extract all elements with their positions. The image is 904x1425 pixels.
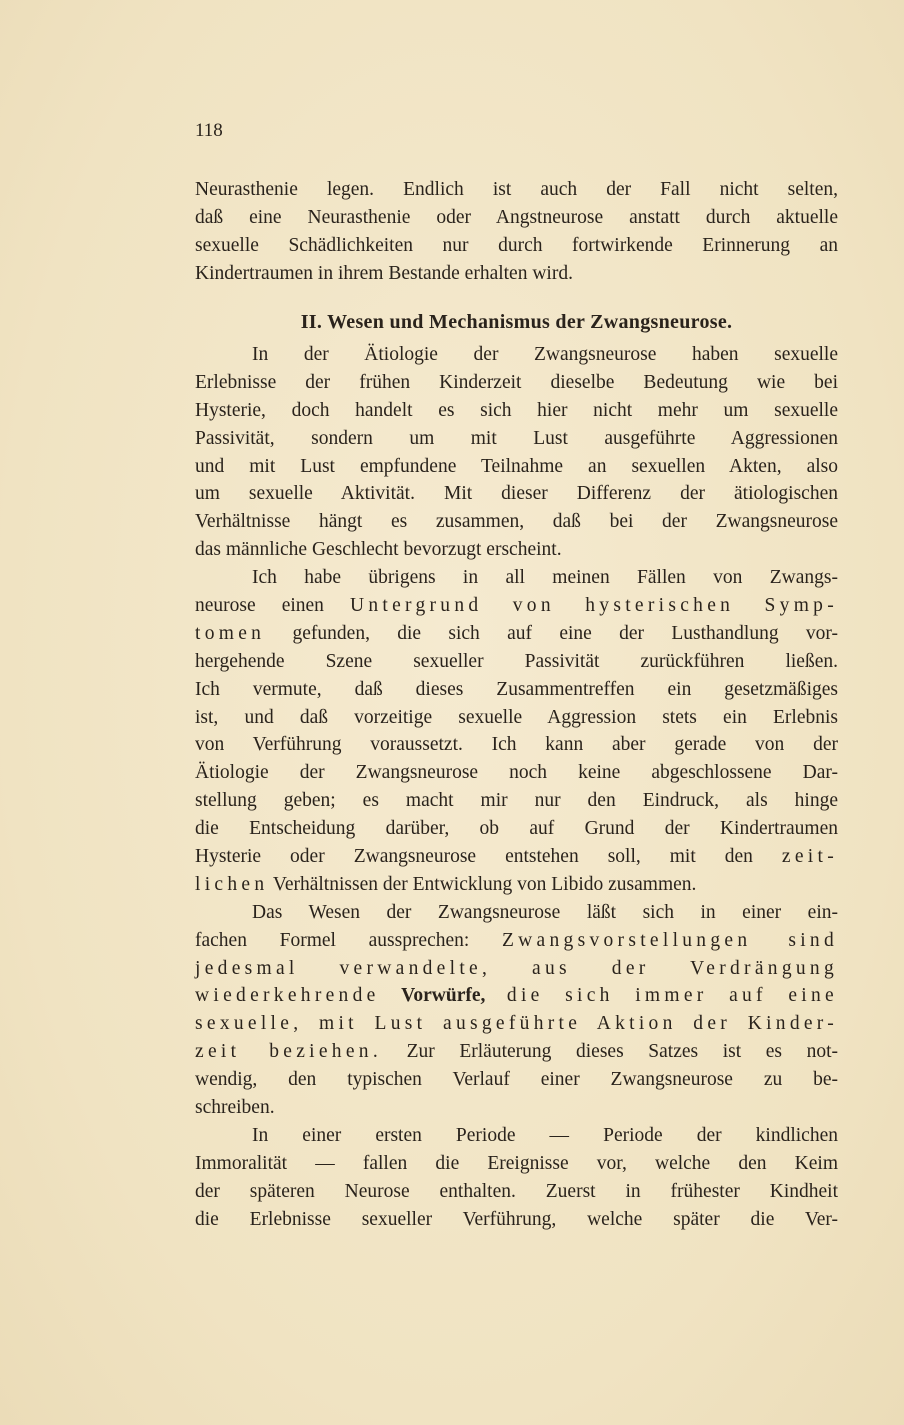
text-line xyxy=(195,1010,838,1038)
text-line xyxy=(195,508,838,536)
text-span: Ich vermute, daß dieses Zusammentreffen ein gesetzmäßiges xyxy=(195,678,838,700)
text-line xyxy=(195,1150,838,1178)
text-span: Zur Erläuterung dieses Satzes ist es not- xyxy=(381,1041,838,1063)
text-line xyxy=(195,620,838,648)
text-line xyxy=(195,397,838,425)
text-line xyxy=(195,759,838,787)
text-span: In einer ersten Periode — Periode der kindlichen xyxy=(252,1124,838,1146)
text-line xyxy=(195,480,838,508)
text-line xyxy=(195,425,838,453)
text-line xyxy=(195,260,838,288)
spaced-text: Zwangsvorstellungen sind xyxy=(501,929,838,951)
text-span: der späteren Neurose enthalten. Zuerst in frühester Kindheit xyxy=(195,1180,838,1202)
text-span: Verhältnisse hängt es zusammen, daß bei der Zwangsneurose xyxy=(195,511,838,533)
section-body xyxy=(195,341,838,1234)
text-span: Kindertraumen in ihrem Bestande erhalten wird. xyxy=(195,262,573,284)
text-span: und mit Lust empfundene Teilnahme an sexuellen Akten, also xyxy=(195,455,838,477)
spaced-text: wiederkehrende xyxy=(195,985,402,1007)
text-span: Immoralität — fallen die Ereignisse vor, welche den Keim xyxy=(195,1152,838,1174)
text-line xyxy=(195,592,838,620)
text-line xyxy=(195,1122,838,1150)
text-span: fachen Formel aussprechen: xyxy=(195,929,502,951)
text-span: um sexuelle Aktivität. Mit dieser Differenz der ätiologischen xyxy=(195,483,838,505)
text-line xyxy=(195,536,838,564)
text-line xyxy=(195,1066,838,1094)
text-line xyxy=(195,982,838,1010)
text-span: gefunden, die sich auf eine der Lusthandlung vor- xyxy=(265,622,838,644)
text-span: schreiben. xyxy=(195,1097,275,1119)
text-line xyxy=(195,1094,838,1122)
text-span: Ätiologie der Zwangsneurose noch keine abgeschlossene Dar- xyxy=(195,762,838,784)
text-line xyxy=(195,927,838,955)
spaced-text: tomen xyxy=(195,622,266,644)
text-span: hergehende Szene sexueller Passivität zurückführen ließen. xyxy=(195,650,838,672)
text-span: sexuelle Schädlichkeiten nur durch fortwirkende Erinnerung an xyxy=(195,234,838,256)
text-span: In der Ätiologie der Zwangsneurose haben sexuelle xyxy=(252,344,838,365)
page-number: 118 xyxy=(195,120,223,141)
spaced-text: die sich immer auf eine xyxy=(485,985,838,1007)
text-line xyxy=(195,899,838,927)
spaced-text: jedesmal verwandelte, aus der Verdrängung xyxy=(195,957,838,979)
text-line xyxy=(195,1206,838,1234)
spaced-text: lichen xyxy=(195,873,269,895)
text-line xyxy=(195,564,838,592)
text-line xyxy=(195,676,838,704)
text-span: Neurasthenie legen. Endlich ist auch der Fall nicht selten, xyxy=(195,179,838,200)
text-span: von Verführung voraussetzt. Ich kann aber gerade von der xyxy=(195,734,838,756)
text-line xyxy=(195,341,838,369)
text-line xyxy=(195,204,838,232)
text-line xyxy=(195,843,838,871)
text-span: neurose einen xyxy=(195,595,350,617)
text-span: Hysterie oder Zwangsneurose entstehen soll, mit den xyxy=(195,846,782,868)
text-span: Ich habe übrigens in all meinen Fällen von Zwangs- xyxy=(252,567,838,589)
spaced-text: Untergrund von hysterischen Symp- xyxy=(349,595,838,617)
text-line xyxy=(195,176,838,204)
text-line xyxy=(195,704,838,732)
text-span: Verhältnissen der Entwicklung von Libido zusammen. xyxy=(268,873,697,895)
text-span: ist, und daß vorzeitige sexuelle Aggression stets ein Erlebnis xyxy=(195,706,838,728)
text-line xyxy=(195,1178,838,1206)
spaced-text: zeit- xyxy=(781,846,838,868)
text-span: die Entscheidung darüber, ob auf Grund der Kindertraumen xyxy=(195,818,838,840)
text-line xyxy=(195,955,838,983)
spaced-text: sexuelle, mit Lust ausgeführte Aktion der Kinder- xyxy=(195,1013,838,1035)
text-span: stellung geben; es macht mir nur den Eindruck, als hinge xyxy=(195,790,838,812)
text-span: Das Wesen der Zwangsneurose läßt sich in einer ein- xyxy=(252,901,838,923)
text-span: das männliche Geschlecht bevorzugt erscheint. xyxy=(195,539,562,561)
text-span: die Erlebnisse sexueller Verführung, welche später die Ver- xyxy=(195,1208,838,1230)
section-heading: II. Wesen und Mechanismus der Zwangsneurose. xyxy=(300,311,733,333)
text-line xyxy=(195,731,838,759)
text-span: Passivität, sondern um mit Lust ausgeführte Aggressionen xyxy=(195,427,838,449)
text-line xyxy=(195,648,838,676)
bold-text: Vorwürfe, xyxy=(401,985,486,1007)
text-line xyxy=(195,871,838,899)
text-span: Erlebnisse der frühen Kinderzeit dieselbe Bedeutung wie bei xyxy=(195,371,838,393)
text-span: Hysterie, doch handelt es sich hier nicht mehr um sexuelle xyxy=(195,399,838,421)
text-span: wendig, den typischen Verlauf einer Zwangsneurose zu be- xyxy=(195,1069,838,1091)
text-span: daß eine Neurasthenie oder Angstneurose anstatt durch aktuelle xyxy=(195,206,838,228)
paragraph-continuation xyxy=(195,176,838,288)
text-line xyxy=(195,453,838,481)
text-line xyxy=(195,1038,838,1066)
spaced-text: zeit beziehen. xyxy=(195,1041,382,1063)
text-line xyxy=(195,815,838,843)
text-line xyxy=(195,369,838,397)
text-line xyxy=(195,232,838,260)
text-line xyxy=(195,787,838,815)
